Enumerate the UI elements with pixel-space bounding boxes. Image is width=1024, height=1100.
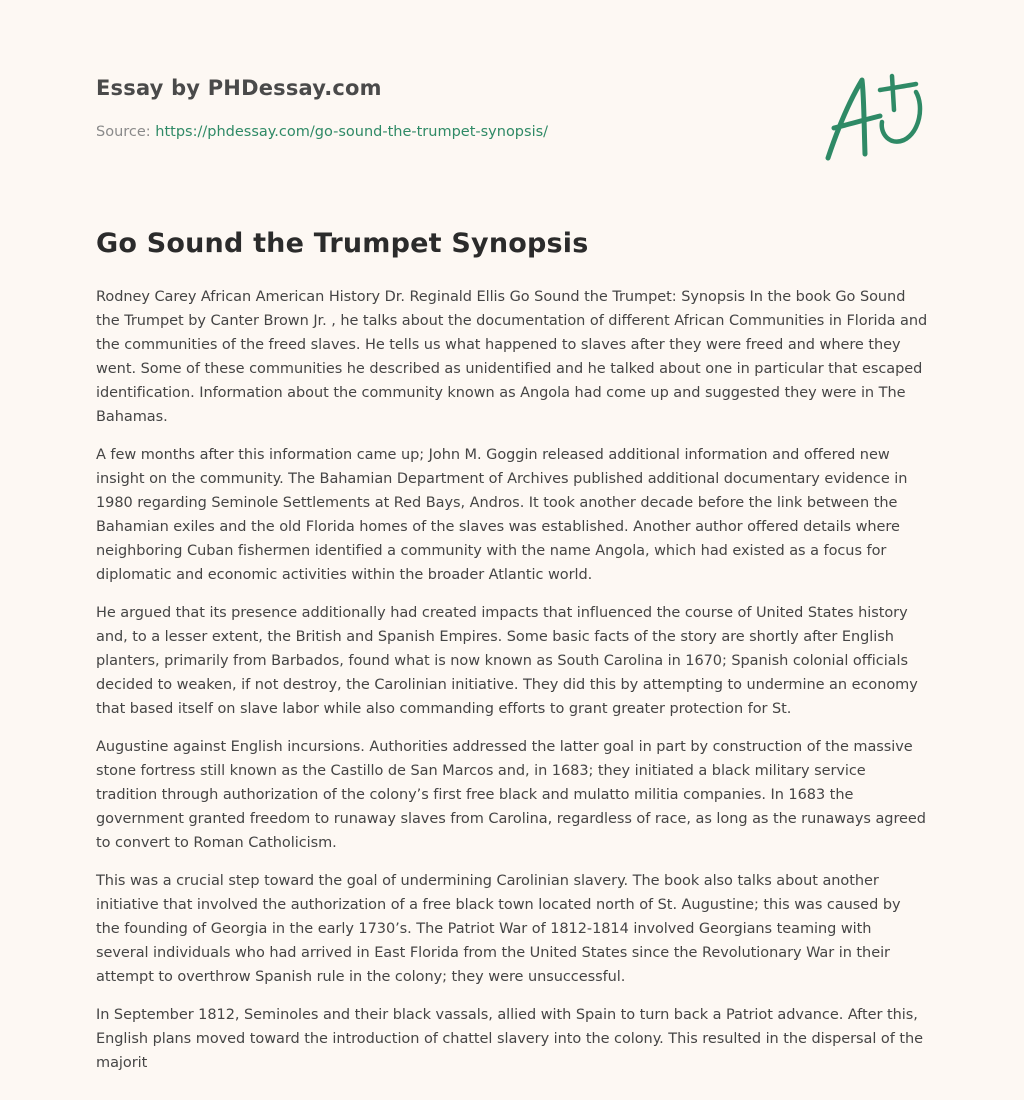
source-line [96, 124, 548, 140]
site-name: Essay by PHDessay.com [96, 76, 382, 100]
essay-paragraph: A few months after this information came up; John M. Goggin released additional information and offered new insight on the community. The Bahamian Department of Archives published additional documentary evidence in 1980 regarding Seminole Settlements at Red Bays, Andros. It took another decade before the link between the Bahamian exiles and the old Florida homes of the slaves was established. Another author offered details where neighboring Cuban fishermen identified a community with the name Angola, which had existed as a focus for diplomatic and economic activities within the broader Atlantic world. [96, 447, 908, 583]
essay-paragraph: In September 1812, Seminoles and their black vassals, allied with Spain to turn back a Patriot advance. After this, English plans moved toward the introduction of chattel slavery into the colony. This resulted in the dispersal of the majorit [96, 1007, 923, 1071]
essay-paragraph: Augustine against English incursions. Authorities addressed the latter goal in part by construction of the massive stone fortress still known as the Castillo de San Marcos and, in 1683; they initiated a black military service tradition through authorization of the colony’s first free black and mulatto militia companies. In 1683 the government granted freedom to runaway slaves from Carolina, regardless of race, as long as the runaways agreed to convert to Roman Catholicism. [96, 739, 926, 851]
source-label: Source: [96, 124, 151, 140]
essay-paragraph: This was a crucial step toward the goal of undermining Carolinian slavery. The book also talks about another initiative that involved the authorization of a free black town located north of St. Augustine; this was caused by the founding of Georgia in the early 1730’s. The Patriot War of 1812-1814 involved Georgians teaming with several individuals who had arrived in East Florida from the United States since the Revolutionary War in their attempt to overthrow Spanish rule in the colony; they were unsuccessful. [96, 873, 901, 985]
a-plus-logo-icon [820, 66, 930, 166]
essay-title: Go Sound the Trumpet Synopsis [96, 228, 589, 259]
essay-paragraph: Rodney Carey African American History Dr. Reginald Ellis Go Sound the Trumpet: Synopsis In the book Go Sound the Trumpet by Canter Brown Jr. , he talks about the documentation of different African Communities in Florida and the communities of the freed slaves. He tells us what happened to slaves after they were freed and where they went. Some of these communities he described as unidentified and he talked about one in particular that escaped identification. Information about the community known as Angola had come up and suggested they were in The Bahamas. [96, 289, 928, 425]
essay-body [96, 285, 928, 1089]
source-link[interactable]: https://phdessay.com/go-sound-the-trumpet-synopsis/ [155, 124, 549, 140]
essay-page [96, 0, 928, 1100]
site-header [96, 0, 928, 200]
essay-paragraph: He argued that its presence additionally had created impacts that influenced the course of United States history and, to a lesser extent, the British and Spanish Empires. Some basic facts of the story are shortly after English planters, primarily from Barbados, found what is now known as South Carolina in 1670; Spanish colonial officials decided to weaken, if not destroy, the Carolinian initiative. They did this by attempting to undermine an economy that based itself on slave labor while also commanding efforts to grant greater protection for St. [96, 605, 918, 717]
